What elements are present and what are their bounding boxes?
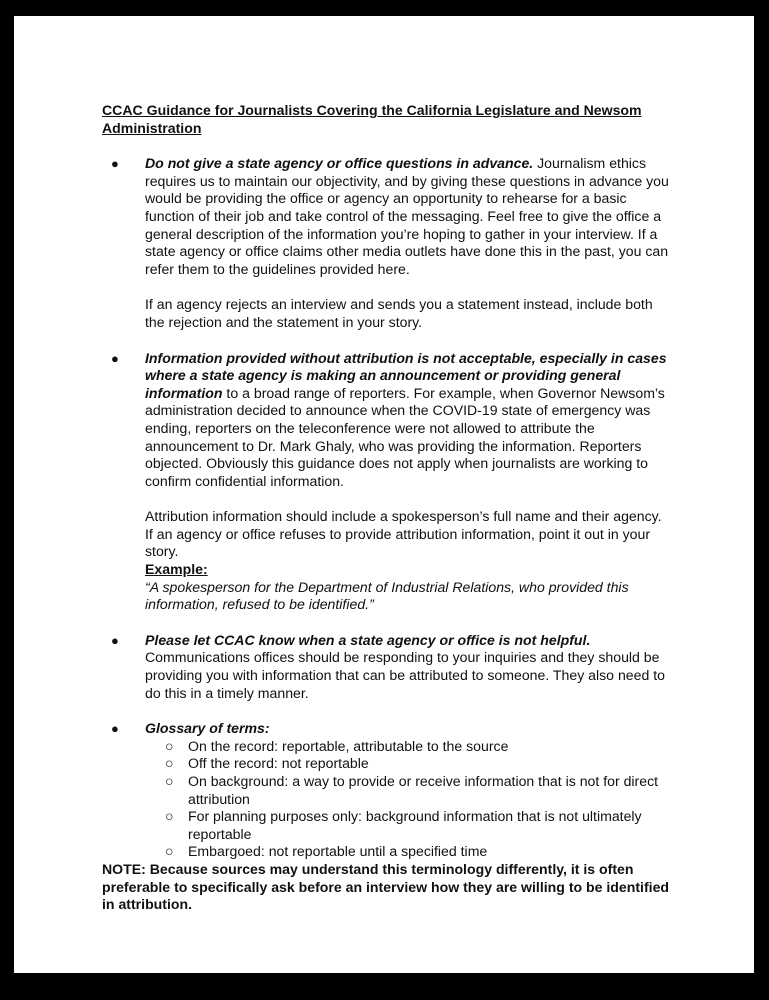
example-quote: “A spokesperson for the Department of Industrial Relations, who provided this information, refused to be identified.” xyxy=(145,578,629,613)
guideline-paragraph: Attribution information should include a spokesperson’s full name and their agency. xyxy=(145,508,662,525)
bullet-icon: ● xyxy=(111,721,119,737)
guideline-lead: Information provided without attribution is not acceptable, especially in cases where a state agency is making an announcement or providing general information xyxy=(145,349,667,401)
document-title: CCAC Guidance for Journalists Covering the California Legislature and Newsom Administration xyxy=(102,102,642,136)
guideline-text: to a broad range of reporters. For example, when Governor Newsom’s administration decided to announce when the COVID-19 state of emergency was ending, reporters on the teleconference were not allowed to attribute the announcement to Dr. Mark Ghaly, who was providing the information. Reporters objected. Obviously this guidance does not apply when journalists are working to confirm confidential information. xyxy=(145,384,665,489)
glossary-item: ○ Off the record: not reportable xyxy=(165,755,369,772)
circle-bullet-icon: ○ xyxy=(165,737,174,754)
guideline-lead: Please let CCAC know when a state agency or office is not helpful. xyxy=(145,631,591,648)
circle-bullet-icon: ○ xyxy=(165,773,174,789)
note-text: NOTE: Because sources may understand this terminology differently, it is often preferable to specifically ask before an interview how they are willing to be identified in attribution. xyxy=(102,860,670,913)
glossary-heading: Glossary of terms: xyxy=(145,720,270,737)
guideline-not-helpful xyxy=(102,632,672,702)
guideline-text: Communications offices should be responding to your inquiries and they should be providing you with information that can be attributed to someone. They also need to do this in a timely manner. xyxy=(145,649,665,701)
glossary xyxy=(102,720,672,861)
guideline-text: Journalism ethics requires us to maintain our objectivity, and by giving these questions in advance you would be providing the office or agency an opportunity to rehearse for a basic function of their job and take control of the messaging. Feel free to give the office a general description of the information you’re hoping to gather in your interview. If a state agency or office claims other media outlets have done this in the past, you can refer them to the guidelines provided here. xyxy=(145,155,669,277)
guideline-paragraph: If an agency or office refuses to provide attribution information, point it out in your story. xyxy=(145,525,651,560)
glossary-item: ○ On background: a way to provide or receive information that is not for direct attribution xyxy=(165,773,659,807)
guideline-paragraph: If an agency rejects an interview and sends you a statement instead, include both the rejection and the statement in your story. xyxy=(145,296,653,330)
glossary-item: ○ For planning purposes only: background information that is not ultimately reportable xyxy=(165,808,642,842)
guideline-attribution xyxy=(102,350,672,614)
document-content xyxy=(102,102,672,914)
circle-bullet-icon: ○ xyxy=(165,843,174,860)
glossary-list xyxy=(145,738,672,861)
bullet-icon: ● xyxy=(111,350,119,366)
glossary-item: ○ Embargoed: not reportable until a specified time xyxy=(165,843,488,860)
document-page xyxy=(14,16,754,973)
glossary-item: ○ On the record: reportable, attributable to the source xyxy=(165,737,509,754)
circle-bullet-icon: ○ xyxy=(165,755,174,772)
guideline-lead: Do not give a state agency or office questions in advance. xyxy=(145,155,534,172)
guideline-questions-in-advance xyxy=(102,155,672,331)
example-label: Example: xyxy=(145,561,208,578)
circle-bullet-icon: ○ xyxy=(165,808,174,825)
bullet-icon: ● xyxy=(111,156,119,172)
bullet-icon: ● xyxy=(111,632,119,648)
